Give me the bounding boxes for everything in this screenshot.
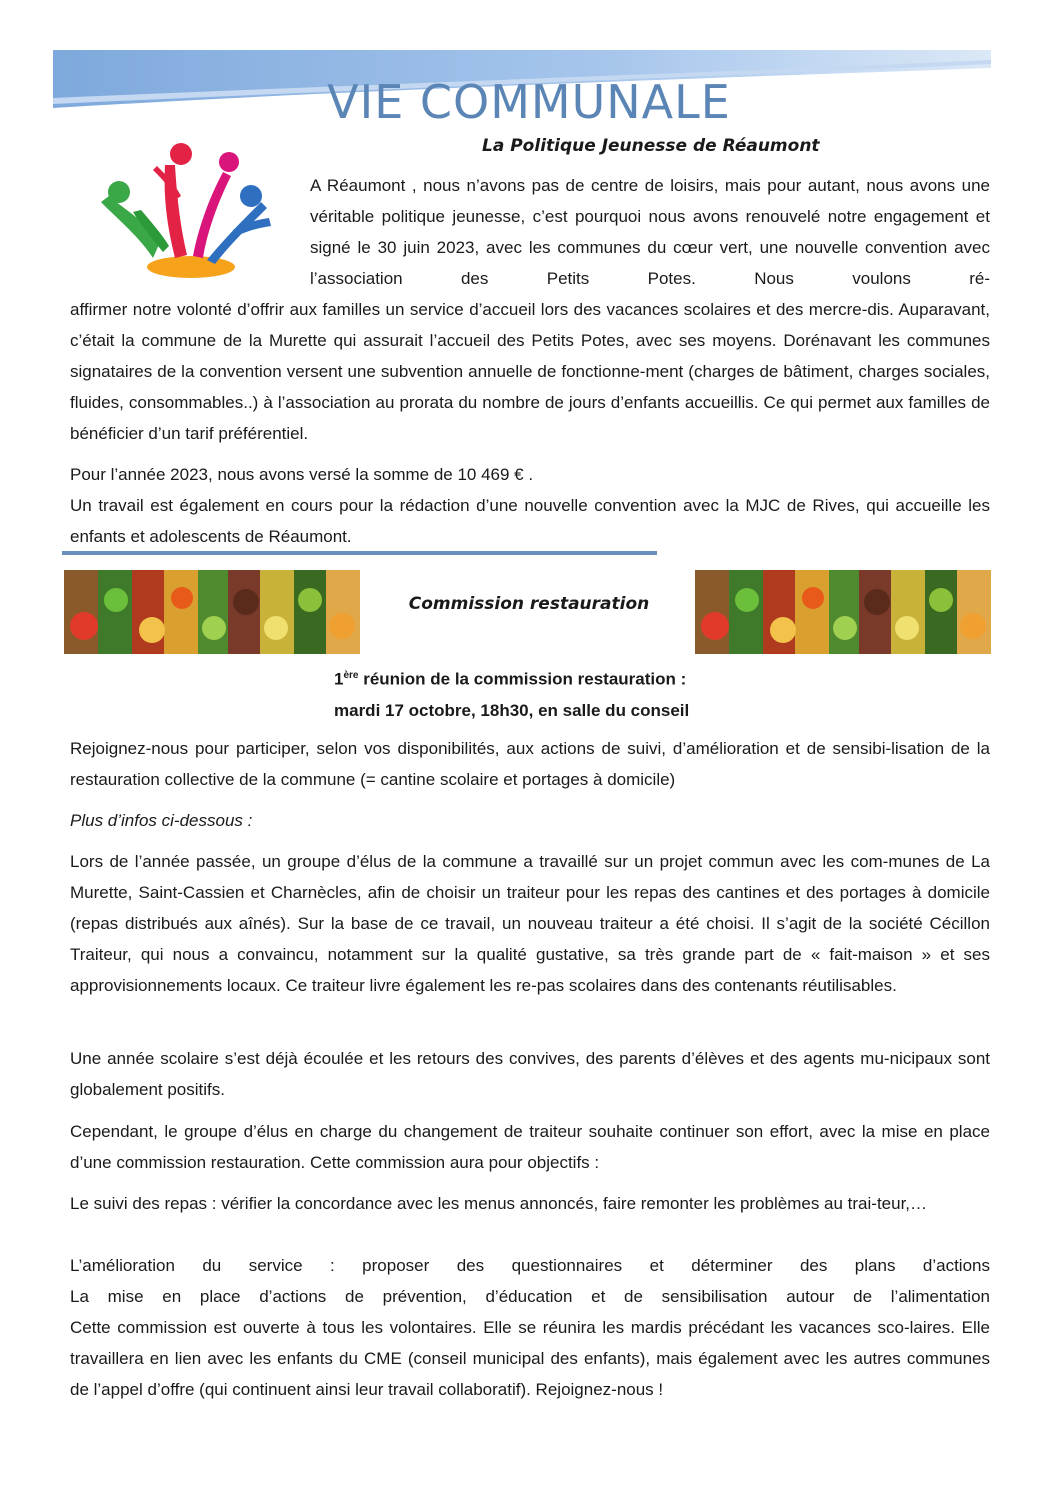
section-divider	[62, 551, 657, 555]
meeting-line1: réunion de la commission restauration :	[358, 669, 687, 689]
meeting-sup: ère	[343, 670, 359, 681]
meeting-line2: mardi 17 octobre, 18h30, en salle du conseil	[334, 700, 690, 720]
paragraph-3: Cependant, le groupe d’élus en charge du changement de traiteur souhaite continuer son effort, avec la mise en place d’une commission restauration. Cette commission aura pour objectifs :	[70, 1122, 990, 1172]
objective-3: La mise en place d’actions de prévention, d’éducation et de sensibilisation autour de l’alimentation	[70, 1287, 990, 1306]
meeting-announcement	[334, 660, 754, 726]
section-subtitle: La Politique Jeunesse de Réaumont	[482, 136, 820, 156]
commission-title: Commission restauration	[408, 594, 650, 614]
politique-intro: A Réaumont , nous n’avons pas de centre de loisirs, mais pour autant, nous avons une véritable politique jeunesse, c’est pourquoi nous avons renouvelé notre engagement et signé le 30 juin 2023, avec les communes du cœur vert, une nouvelle convention avec l’association des Petits Potes. Nous voulons ré-	[310, 176, 990, 288]
paragraph-1: Lors de l’année passée, un groupe d’élus de la commune a travaillé sur un projet commun avec les com-munes de La Murette, Saint-Cassien et Charnècles, afin de choisir un traiteur pour les repas des cantines et des portages à domicile (repas distribués aux aînés). Sur la base de ce travail, un nouveau traiteur a été choisi. Il s’agit de la société Cécillon Traiteur, qui nous a convaincu, notamment sur la qualité gustative, sa très grande part de « fait-maison » et ses approvisionnements locaux. Ce traiteur livre également les re-pas scolaires dans des contenants réutilisables.	[70, 852, 990, 995]
politique-body: affirmer notre volonté d’offrir aux familles un service d’accueil lors des vacances scolaires et des mercre-dis. Auparavant, c’était la commune de la Murette qui assurait l’accueil des Petits Potes, avec ses moyens. Dorénavant les communes signataires de la convention versent une subvention annuelle de fonctionne-ment (charges de bâtiment, charges sociales, fluides, consommables..) à l’association au prorata du nombre de jours d’enfants accueillis. Ce qui permet aux familles de bénéficier d’un tarif préférentiel.	[70, 300, 990, 443]
join-paragraph: Rejoignez-nous pour participer, selon vos disponibilités, aux actions de suivi, d’amélioration et de sensibi-lisation de la restauration collective de la commune (= cantine scolaire et portages à domicile)	[70, 739, 990, 789]
page-title: VIE COMMUNALE	[327, 75, 731, 129]
meeting-number: 1	[334, 669, 344, 689]
paragraph-2: Une année scolaire s’est déjà écoulée et les retours des convives, des parents d’élèves et des agents mu-nicipaux sont globalement positifs.	[70, 1049, 990, 1099]
more-info: Plus d’infos ci-dessous :	[70, 811, 253, 830]
objective-2: L’amélioration du service : proposer des questionnaires et déterminer des plans d’actions	[70, 1256, 990, 1275]
objective-1: Le suivi des repas : vérifier la concordance avec les menus annoncés, faire remonter les problèmes au trai-teur,…	[70, 1194, 928, 1213]
politique-amount: Pour l’année 2023, nous avons versé la somme de 10 469 € .	[70, 465, 534, 484]
politique-mjc: Un travail est également en cours pour la rédaction d’une nouvelle convention avec la MJC de Rives, qui accueille les enfants et adolescents de Réaumont.	[70, 496, 990, 546]
paragraph-4: Cette commission est ouverte à tous les volontaires. Elle se réunira les mardis précédant les vacances sco-laires. Elle travaillera en lien avec les enfants du CME (conseil municipal des enfants), mais également avec les autres communes de l’appel d’offre (qui continuent ainsi leur travail collaboratif). Rejoignez-nous !	[70, 1318, 990, 1399]
food-collage-right	[695, 570, 991, 654]
jeunesse-logo-icon	[83, 140, 278, 280]
